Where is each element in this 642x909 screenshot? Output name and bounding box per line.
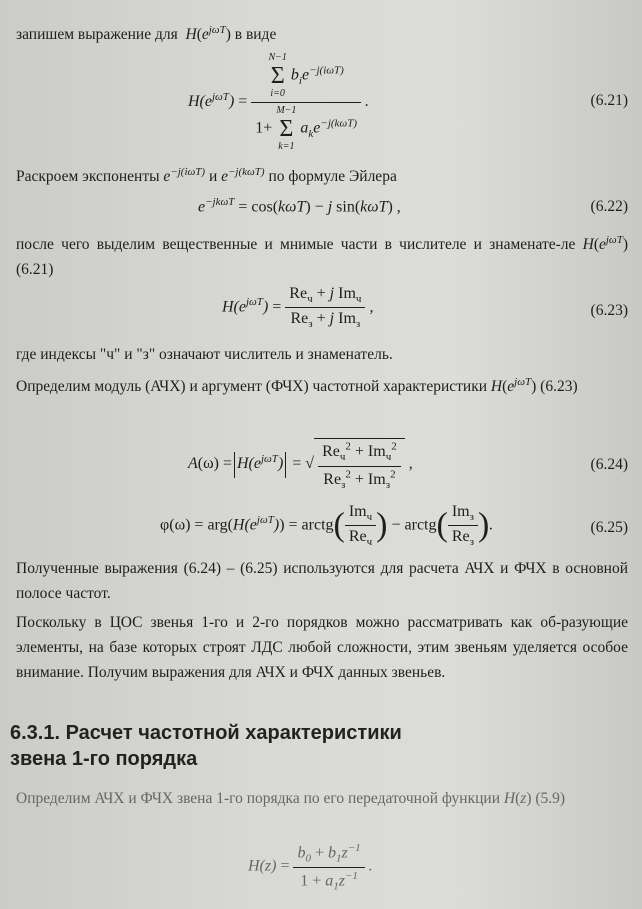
fraction-6-21: N−1 Σ i=0 $b_ie^{-j(i\omega T)}$ 1+ M−1 Σ k=1 $a_ke^{-j(k\omega T)}$ bbox=[251, 52, 361, 153]
fraction-6-23: $\frac{Re_ч + j Im_ч}{Re_з + j Im_з}$ bbox=[285, 285, 365, 330]
equation-6-23: $H(e^{j\omega T})$ = $\frac{Re_ч + j Im_ч}{Re_з + j Im_з}$ , bbox=[222, 285, 374, 331]
equation-6-21: $H(e^{j\omega T})$ = N−1 Σ i=0 $b_ie^{-j(i\omega T)}$ 1+ M−1 Σ k=1 $a_ke^{-j(k\omega T)}$ . bbox=[188, 52, 369, 152]
eq-number-6-24: (6.24) bbox=[590, 456, 628, 473]
parts-ref: (6.21) bbox=[16, 261, 54, 279]
indices-text: где индексы "ч" и "з" означают числитель и знаменатель. bbox=[16, 346, 393, 363]
section-heading bbox=[10, 720, 402, 772]
paragraph-usage bbox=[16, 556, 628, 606]
equation-6-24: $A(\omega) = H(e^{j\omega T})$ = √ $\frac{Re_ч^2 + Im_ч^2}{Re_з^2 + Im_з^2}$ , bbox=[188, 438, 413, 491]
paragraph-parts: после чего выделим вещественные и мнимые части в числителе и знаменате-ле $H(e^{j\omega T})$ (6.21) bbox=[16, 234, 628, 279]
equation-6-22: $e^{-jk\omega T} = \cos(k\omega T) - j$ sin(kωT) , bbox=[198, 196, 401, 216]
inline-formula-H: H bbox=[181, 26, 197, 44]
paragraph-indices bbox=[16, 342, 628, 367]
paragraph-modulus: Определим модуль (АЧХ) и аргумент (ФЧХ) частотной характеристики $H(e^{j\omega T})$ (6.23) bbox=[16, 376, 578, 396]
heading-line-1: 6.3.1. Расчет частотной характеристики bbox=[10, 722, 402, 744]
intro-text: запишем выражение для bbox=[16, 26, 178, 44]
eq-number-6-25: (6.25) bbox=[590, 519, 628, 536]
heading-line-2: звена 1-го порядка bbox=[10, 748, 198, 770]
euler-and: и bbox=[208, 168, 218, 186]
paragraph-euler: Раскроем экспоненты $e^{-j(i\omega T)}$ и $e^{-j(k\omega T)}$ по формуле Эйлера bbox=[16, 166, 397, 186]
parts-text: после чего выделим вещественные и мнимые части в числителе и знаменате-ле bbox=[16, 236, 576, 254]
fraction-transfer: $\frac{b_0 + b_1z^{-1}}{1 + a_1z^{-1}}$ bbox=[293, 842, 364, 892]
modulus-ref: (6.23) bbox=[540, 378, 578, 396]
euler-tail: по формуле Эйлера bbox=[268, 168, 397, 186]
fraction-6-24: $\frac{Re_ч^2 + Im_ч^2}{Re_з^2 + Im_з^2}$ bbox=[318, 441, 401, 491]
intro-tail: в виде bbox=[234, 26, 277, 44]
paragraph-links bbox=[16, 610, 628, 685]
eq-number-6-21: (6.21) bbox=[590, 92, 628, 109]
first-order-ref: (5.9) bbox=[535, 790, 566, 807]
links-text: Поскольку в ЦОС звенья 1-го и 2-го порядков можно рассматривать как об-разующие элементы, на базе которых строят ЛДС любой сложности, этим звеньям уделяется особое внимание. Получим выражения для АЧХ и ФЧХ данных звеньев. bbox=[16, 614, 628, 681]
paragraph-first-order: Определим АЧХ и ФЧХ звена 1-го порядка по его передаточной функции H(z) (5.9) bbox=[16, 790, 566, 807]
first-order-text: Определим АЧХ и ФЧХ звена 1-го порядка по его передаточной функции bbox=[16, 790, 501, 807]
equation-6-25: $\varphi(\omega) = arg(H(e^{j\omega T}))$ = arctg( $\frac{Im_ч}{Re_ч}$ ) − arctg( $\frac{Im_з}{Re_з}$ ). bbox=[160, 503, 494, 549]
euler-text: Раскроем экспоненты bbox=[16, 168, 160, 186]
eq-number-6-23: (6.23) bbox=[590, 302, 628, 319]
eq-number-6-22: (6.22) bbox=[590, 198, 628, 215]
usage-text: Полученные выражения (6.24) – (6.25) используются для расчета АЧХ и ФЧХ в основной полосе частот. bbox=[16, 560, 628, 602]
equation-transfer-function: H(z) = $\frac{b_0 + b_1z^{-1}}{1 + a_1z^{-1}}$ . bbox=[248, 842, 373, 893]
paragraph-intro: запишем выражение для $H(e^{j\omega T})$ в виде bbox=[16, 24, 277, 44]
modulus-text: Определим модуль (АЧХ) и аргумент (ФЧХ) частотной характеристики bbox=[16, 378, 488, 396]
